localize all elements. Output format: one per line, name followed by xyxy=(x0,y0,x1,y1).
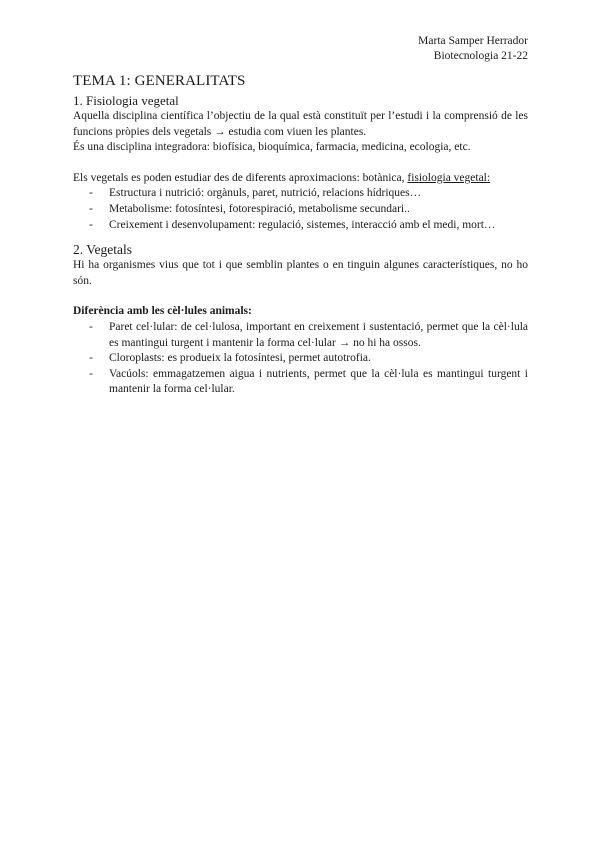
dash-bullet: - xyxy=(89,187,93,200)
section-2-subheading: Diferència amb les cèl·lules animals: xyxy=(73,305,252,318)
course-name: Biotecnologia 21-22 xyxy=(433,50,528,62)
dash-bullet: - xyxy=(89,367,93,380)
section-2-paragraph-1: Hi ha organismes vius que tot i que semblin plantes o en tinguin algunes característiques, no ho són. xyxy=(73,259,528,287)
list-item xyxy=(73,202,528,218)
section-1-paragraph-3 xyxy=(73,171,528,187)
dash-bullet: - xyxy=(89,218,93,231)
list-item-text: Metabolisme: fotosíntesi, fotorespiració, metabolisme secundari.. xyxy=(109,202,410,215)
list-item-text: Estructura i nutrició: orgànuls, paret, nutrició, relacions hídriques… xyxy=(109,187,422,200)
list-item xyxy=(73,367,528,398)
document-body xyxy=(73,72,528,398)
section-1-list xyxy=(73,186,528,233)
list-item xyxy=(73,320,528,351)
list-item-text: Creixement i desenvolupament: regulació, sistemes, interacció amb el medi, mort… xyxy=(109,218,496,231)
list-item-text: Vacúols: emmagatzemen aigua i nutrients, permet que la cèl·lula es mantingui turgent i mantenir la forma cel·lular. xyxy=(109,367,528,396)
approaches-text: Els vegetals es poden estudiar des de diferents aproximacions: botànica, xyxy=(73,171,408,184)
dash-bullet: - xyxy=(89,320,93,333)
section-1-paragraph-1: Aquella disciplina científica l’objectiu de la qual està constituït per l’estudi i la comprensió de les funcions pròpies dels vegetals → estudia com viuen les plantes. xyxy=(73,110,528,138)
plant-physiology-underlined: fisiologia vegetal: xyxy=(407,171,491,184)
author-name: Marta Samper Herrador xyxy=(418,35,528,47)
page-header xyxy=(418,34,528,64)
list-item-text: Cloroplasts: es produeix la fotosíntesi, permet autotrofia. xyxy=(109,352,371,365)
dash-bullet: - xyxy=(89,202,93,215)
section-1-paragraph-2: És una disciplina integradora: biofísica, bioquímica, farmacia, medicina, ecologia, etc. xyxy=(73,141,471,154)
list-item-text: Paret cel·lular: de cel·lulosa, important en creixement i sustentació, permet que la cèl·lula es mantingui turgent i mantenir la forma cel·lular → no hi ha ossos. xyxy=(109,320,528,349)
list-item xyxy=(73,186,528,202)
document-title: TEMA 1: GENERALITATS xyxy=(73,73,246,89)
list-item xyxy=(73,351,528,367)
list-item xyxy=(73,218,528,234)
dash-bullet: - xyxy=(89,352,93,365)
section-2-list xyxy=(73,320,528,398)
section-1-heading: 1. Fisiologia vegetal xyxy=(73,93,179,108)
section-2-heading: 2. Vegetals xyxy=(73,242,132,258)
